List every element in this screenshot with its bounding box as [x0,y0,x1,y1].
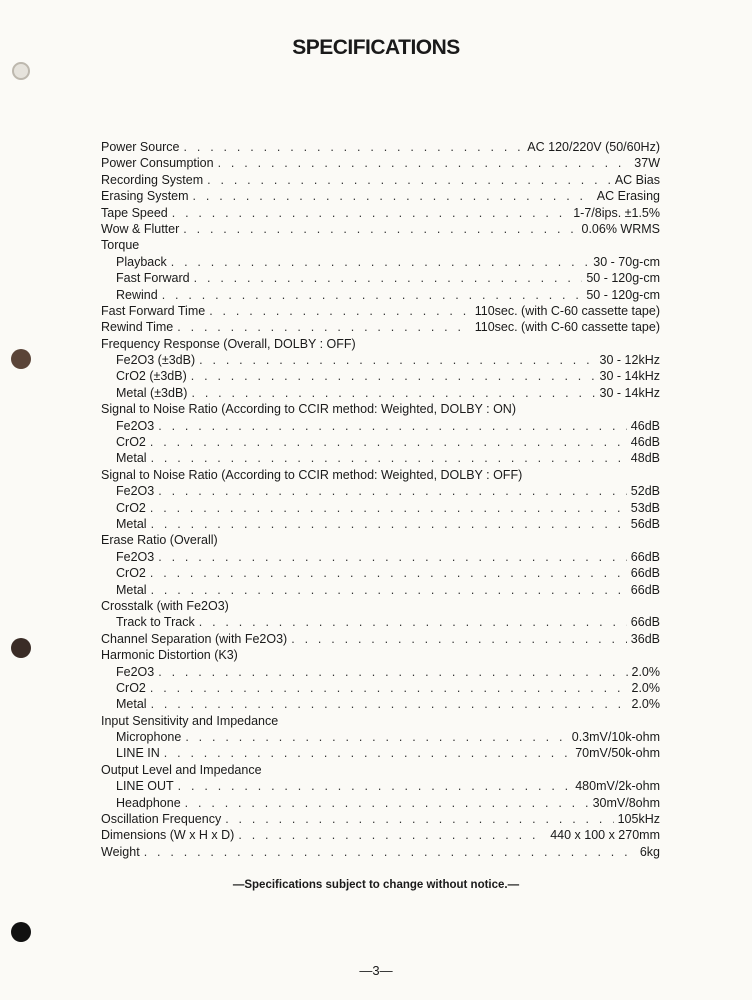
spec-value: 30 - 70g-cm [593,254,660,269]
leader-dots [151,450,627,466]
spec-label: Torque [101,238,140,253]
leader-dots [172,205,569,221]
leader-dots [199,614,627,630]
spec-label: Microphone [116,730,182,745]
leader-dots [158,418,627,434]
spec-row [101,188,660,204]
spec-value: 110sec. (with C-60 cassette tape) [474,320,660,335]
spec-row [101,631,660,647]
spec-label: Metal [116,516,147,531]
spec-value: 46dB [630,435,660,450]
spec-label: CrO2 [116,566,146,581]
spec-row [101,795,660,811]
spec-row [101,450,660,466]
binder-hole [11,922,31,942]
leader-dots [150,565,627,581]
spec-label: Metal [116,697,147,712]
spec-row [101,483,660,499]
spec-label: Fe2O3 [116,484,155,499]
spec-label: Weight [101,844,140,859]
leader-dots [158,549,627,565]
binder-hole [11,638,31,658]
leader-dots [238,827,546,843]
leader-dots [144,844,636,860]
spec-row [101,729,660,745]
spec-row [101,582,660,598]
leader-dots [150,434,627,450]
leader-dots [164,745,571,761]
spec-row [101,155,660,171]
spec-group-heading [101,401,660,417]
spec-row [101,664,660,680]
leader-dots [194,270,583,286]
spec-row [101,434,660,450]
spec-row [101,221,660,237]
spec-row [101,844,660,860]
spec-label: Recording System [101,172,204,187]
leader-dots [184,139,524,155]
spec-row [101,139,660,155]
spec-row [101,549,660,565]
spec-group-heading [101,598,660,614]
spec-label: Metal (±3dB) [116,385,188,400]
spec-row [101,385,660,401]
spec-row [101,287,660,303]
spec-value: 37W [634,156,660,171]
spec-label: Power Consumption [101,156,214,171]
leader-dots [151,582,627,598]
spec-value: 36dB [630,631,660,646]
spec-label: Metal [116,582,147,597]
spec-row [101,745,660,761]
spec-label: CrO2 [116,435,146,450]
spec-row [101,254,660,270]
specifications-list [101,139,660,860]
spec-value: 110sec. (with C-60 cassette tape) [474,303,660,318]
spec-row [101,516,660,532]
leader-dots [193,188,593,204]
spec-label: Oscillation Frequency [101,812,222,827]
spec-value: 2.0% [631,697,660,712]
spec-group-heading [101,336,660,352]
leader-dots [150,500,627,516]
spec-value: 30 - 14kHz [599,385,660,400]
spec-label: Rewind [116,287,158,302]
leader-dots [291,631,627,647]
spec-value: 56dB [630,516,660,531]
leader-dots [171,254,590,270]
spec-label: Fe2O3 [116,664,155,679]
spec-value: 480mV/2k-ohm [575,779,660,794]
spec-label: Erase Ratio (Overall) [101,533,218,548]
spec-label: Erasing System [101,189,189,204]
spec-value: AC Erasing [596,189,660,204]
binder-hole [12,62,30,80]
spec-group-heading [101,762,660,778]
spec-label: Crosstalk (with Fe2O3) [101,598,229,613]
spec-value: AC Bias [614,172,660,187]
spec-label: CrO2 [116,500,146,515]
spec-value: 66dB [630,582,660,597]
spec-group-heading [101,532,660,548]
leader-dots [185,729,567,745]
leader-dots [151,696,628,712]
spec-row [101,696,660,712]
spec-label: Channel Separation (with Fe2O3) [101,631,288,646]
spec-label: Fe2O3 (±3dB) [116,353,196,368]
spec-label: Metal [116,451,147,466]
page-number: —3— [359,963,393,978]
spec-row [101,418,660,434]
spec-label: Frequency Response (Overall, DOLBY : OFF) [101,336,356,351]
spec-label: Output Level and Impedance [101,762,262,777]
spec-value: 105kHz [617,812,660,827]
spec-label: LINE OUT [116,779,174,794]
spec-group-heading [101,647,660,663]
spec-group-heading [101,713,660,729]
spec-row [101,368,660,384]
spec-value: 50 - 120g-cm [586,271,660,286]
spec-label: Fe2O3 [116,418,155,433]
leader-dots [218,155,631,171]
leader-dots [183,221,577,237]
spec-value: 66dB [630,549,660,564]
spec-value: 30 - 14kHz [599,369,660,384]
spec-label: Fast Forward [116,271,190,286]
spec-value: 2.0% [631,664,660,679]
page-title: SPECIFICATIONS [292,36,460,59]
spec-value: 48dB [630,451,660,466]
spec-value: 50 - 120g-cm [586,287,660,302]
spec-label: Track to Track [116,615,195,630]
spec-label: Tape Speed [101,205,168,220]
spec-label: Playback [116,254,167,269]
spec-row [101,565,660,581]
leader-dots [191,385,595,401]
leader-dots [158,664,627,680]
leader-dots [209,303,471,319]
spec-row [101,827,660,843]
spec-row [101,205,660,221]
spec-row [101,680,660,696]
leader-dots [150,680,628,696]
leader-dots [151,516,627,532]
spec-row [101,319,660,335]
spec-value: 52dB [630,484,660,499]
spec-label: LINE IN [116,746,160,761]
leader-dots [177,319,470,335]
leader-dots [225,811,613,827]
spec-row [101,778,660,794]
spec-value: 30 - 12kHz [599,353,660,368]
spec-label: Rewind Time [101,320,174,335]
spec-value: 46dB [630,418,660,433]
leader-dots [162,287,583,303]
spec-value: 2.0% [631,680,660,695]
spec-row [101,270,660,286]
change-notice: —Specifications subject to change without notice.— [232,879,520,891]
leader-dots [178,778,572,794]
spec-label: Power Source [101,140,180,154]
spec-label: Wow & Flutter [101,221,180,236]
spec-value: 53dB [630,500,660,515]
spec-row [101,811,660,827]
spec-label: Dimensions (W x H x D) [101,828,235,843]
spec-label: Headphone [116,795,181,810]
spec-label: CrO2 (±3dB) [116,369,187,384]
spec-value: 0.3mV/10k-ohm [571,730,660,745]
spec-value: 66dB [630,615,660,630]
spec-label: Harmonic Distortion (K3) [101,648,238,663]
spec-row [101,352,660,368]
spec-value: 0.06% WRMS [581,221,660,236]
spec-value: 70mV/50k-ohm [575,746,660,761]
spec-group-heading [101,237,660,253]
spec-label: Signal to Noise Ratio (According to CCIR method: Weighted, DOLBY : OFF) [101,467,523,482]
leader-dots [207,172,611,188]
spec-value: 1-7/8ips. ±1.5% [573,205,660,220]
spec-row [101,614,660,630]
spec-label: Fe2O3 [116,549,155,564]
spec-value: 30mV/8ohm [592,795,660,810]
leader-dots [199,352,595,368]
spec-label: Signal to Noise Ratio (According to CCIR method: Weighted, DOLBY : ON) [101,402,516,417]
spec-row [101,303,660,319]
leader-dots [158,483,627,499]
spec-value: 6kg [639,844,660,859]
spec-value: AC 120/220V (50/60Hz) [527,140,660,154]
leader-dots [191,368,596,384]
spec-row [101,172,660,188]
spec-label: Fast Forward Time [101,303,206,318]
spec-row [101,500,660,516]
binder-hole [11,349,31,369]
spec-group-heading [101,467,660,483]
spec-value: 440 x 100 x 270mm [550,828,660,843]
spec-label: Input Sensitivity and Impedance [101,713,279,728]
leader-dots [185,795,589,811]
spec-label: CrO2 [116,680,146,695]
spec-value: 66dB [630,566,660,581]
